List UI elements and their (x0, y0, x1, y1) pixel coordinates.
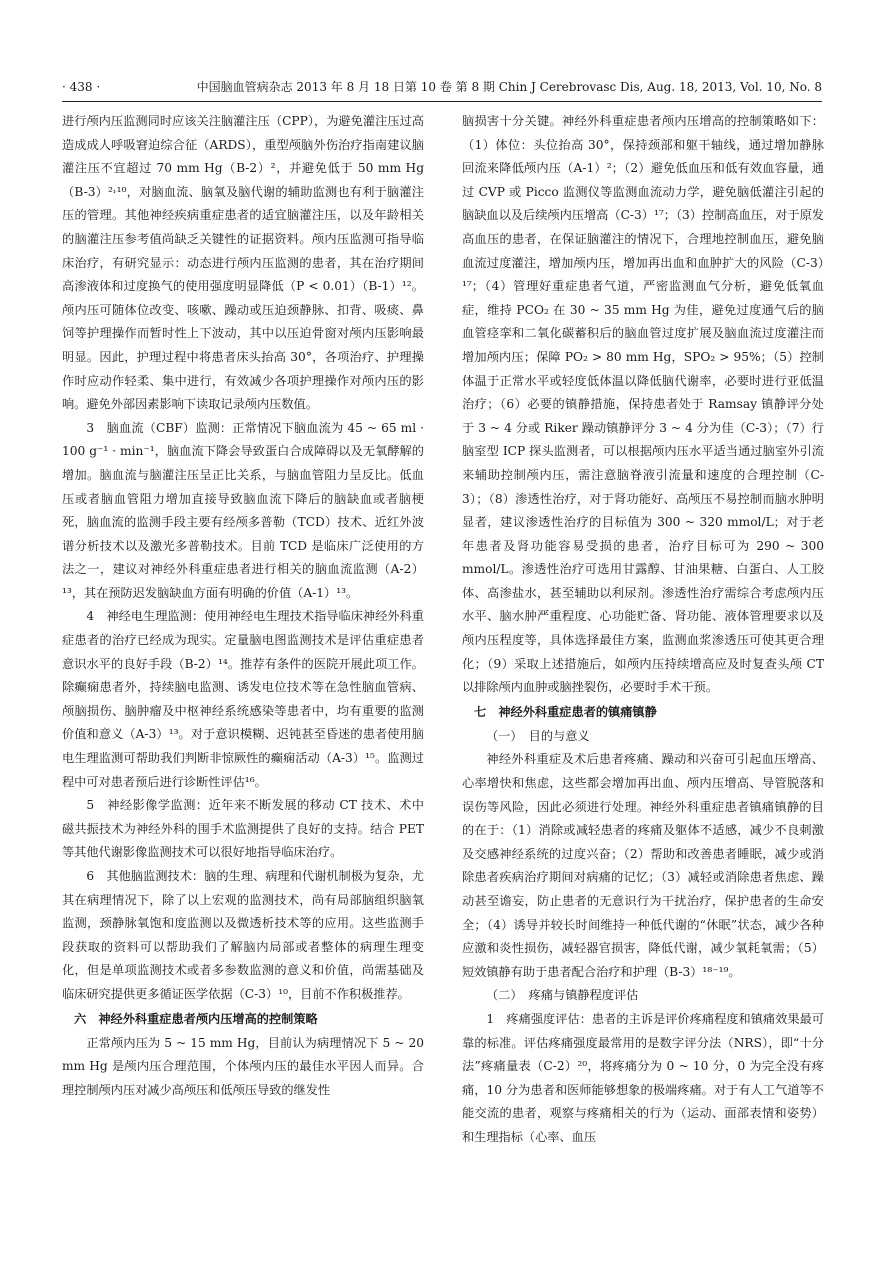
paragraph-cbf-monitoring: 3 脑血流（CBF）监测：正常情况下脑血流为 45 ~ 65 ml · 100 g⁻¹ · min⁻¹，脑血流下降会导致蛋白合成障碍以及无氧酵解的增加。脑血流与脑灌注压呈正比关系，与脑血管阻力呈反比。低血压或者脑血管阻力增加直接导致脑血流下降后的脑缺血或者脑梗死，脑血流的监测手段主要有经颅多普勒（TCD）技术、近红外波谱分析技术以及激光多普勒技术。目前 TCD 是临床广泛使用的方法之一，建议对神经外科重症患者进行相关的脑血流监测（A-2）¹³，其在预防迟发脑缺血方面有明确的价值（A-1）¹³。 (62, 420, 424, 600)
right-column (462, 110, 824, 1150)
journal-running-title: 中国脑血管病杂志 2013 年 8 月 18 日第 10 卷 第 8 期 Chin J Cerebrovasc Dis, Aug. 18, 2013, Vol. 10, No. 8 (196, 80, 822, 94)
running-header (62, 76, 822, 98)
subsection-heading-purpose: （一） 目的与意义 (486, 728, 590, 743)
paragraph-icp-range: 正常颅内压为 5 ~ 15 mm Hg，目前认为病理情况下 5 ~ 20 mm Hg 是颅内压合理范围，个体颅内压的最佳水平因人而异。合理控制颅内压对减少高颅压和低颅压导致的继发性 (62, 1035, 424, 1097)
paragraph-neuroelectrophysiology: 4 神经电生理监测：使用神经电生理技术指导临床神经外科重症患者的治疗已经成为现实。定量脑电图监测技术是评估重症患者意识水平的良好手段（B-2）¹⁴。推荐有条件的医院开展此项工作。除癫痫患者外，持续脑电监测、诱发电位技术等在急性脑血管病、颅脑损伤、脑肿瘤及中枢神经系统感染等患者中，均有重要的监测价值和意义（A-3）¹³。对于意识模糊、迟钝甚至昏迷的患者使用脑电生理监测可帮助我们判断非惊厥性的癫痫活动（A-3）¹⁵。监测过程中可对患者预后进行诊断性评估¹⁶。 (62, 609, 424, 789)
paragraph-icp-control-strategy: 脑损害十分关键。神经外科重症患者颅内压增高的控制策略如下：（1）体位：头位抬高 30°，保持颈部和躯干轴线，通过增加静脉回流来降低颅内压（A-1）²；（2）避免低血压和低有效血容量，通过 CVP 或 Picco 监测仪等监测血流动力学，避免脑低灌注引起的脑缺血以及后续颅内压增高（C-3）¹⁷；（3）控制高血压，对于原发高血压的患者，在保证脑灌注的情况下，合理地控制血压，避免脑血流过度灌注，增加颅内压，增加再出血和血肿扩大的风险（C-3）¹⁷；（4）管理好重症患者气道，严密监测血气分析，避免低氧血症，维持 PCO₂ 在 30 ~ 35 mm Hg 为佳，避免过度通气后的脑血管痉挛和二氧化碳蓄积后的脑血管过度扩展及脑血流过度灌注而增加颅内压；保障 PO₂ > 80 mm Hg，SPO₂ > 95%；（5）控制体温于正常水平或轻度低体温以降低脑代谢率，必要时进行亚低温治疗；（6）必要的镇静措施，保持患者处于 Ramsay 镇静评分处于 3 ~ 4 分或 Riker 躁动镇静评分 3 ~ 4 分为佳（C-3）；（7）行脑室型 ICP 探头监测者，可以根据颅内压水平适当通过脑室外引流来辅助控制颅内压，需注意脑脊液引流量和速度的合理控制（C-3）；（8）渗透性治疗，对于肾功能好、高颅压不易控制而脑水肿明显者，建议渗透性治疗的目标值为 300 ~ 320 mmol/L；对于老年患者及肾功能容易受损的患者，治疗目标可为 290 ~ 300 mmol/L。渗透性治疗可选用甘露醇、甘油果糖、白蛋白、人工胶体、高渗盐水，甚至辅助以利尿剂。渗透性治疗需综合考虑颅内压水平、脑水肿严重程度、心功能贮备、肾功能、液体管理要求以及颅内压程度等，具体选择最佳方案，监测血浆渗透压可使其更合理化；（9）采取上述措施后，如颅内压持续增高应及时复查头颅 CT 以排除颅内血肿或脑挫裂伤，必要时手术干预。 (462, 114, 824, 695)
section-heading-seven: 七 神经外科重症患者的镇痛镇静 (474, 704, 657, 719)
left-column (62, 110, 424, 1102)
subsection-heading-assessment: （二） 疼痛与镇静程度评估 (486, 988, 639, 1003)
paragraph-sedation-purpose: 神经外科重症及术后患者疼痛、躁动和兴奋可引起血压增高、心率增快和焦虑，这些都会增加再出血、颅内压增高、导管脱落和误伤等风险，因此必须进行处理。神经外科重症患者镇痛镇静的目的在于：（1）消除或减轻患者的疼痛及躯体不适感，减少不良刺激及交感神经系统的过度兴奋；（2）帮助和改善患者睡眠，减少或消除患者疾病治疗期间对病痛的记忆；（3）减轻或消除患者焦虑、躁动甚至谵妄，防止患者的无意识行为干扰治疗，保护患者的生命安全；（4）诱导并较长时间维持一种低代谢的“休眠”状态，减少各种应激和炎性损伤，减轻器官损害，降低代谢，减少氧耗氧需；（5）短效镇静有助于患者配合治疗和护理（B-3）¹⁸⁻¹⁹。 (462, 752, 824, 979)
paragraph-neuroimaging: 5 神经影像学监测：近年来不断发展的移动 CT 技术、术中磁共振技术为神经外科的围手术监测提供了良好的支持。结合 PET 等其他代谢影像监测技术可以很好地指导临床治疗。 (62, 798, 424, 860)
page-number: · 438 · (62, 80, 101, 94)
paragraph-other-monitoring: 6 其他脑监测技术：脑的生理、病理和代谢机制极为复杂，尤其在病理情况下，除了以上宏观的监测技术，尚有局部脑组织脑氧监测，颈静脉氧饱和度监测以及微透析技术等的应用。这些监测手段获取的资料可以帮助我们了解脑内局部或者整体的病理生理变化，但是单项监测技术或者多参数监测的意义和价值，尚需基础及临床研究提供更多循证医学依据（C-3）¹⁰，目前不作积极推荐。 (62, 869, 424, 1001)
paragraph-cpp: 进行颅内压监测同时应该关注脑灌注压（CPP），为避免灌注压过高造成成人呼吸窘迫综合征（ARDS），重型颅脑外伤治疗指南建议脑灌注压不宜超过 70 mm Hg（B-2）²，并避免低于 50 mm Hg（B-3）²˒¹⁰，对脑血流、脑氧及脑代谢的辅助监测也有利于脑灌注压的管理。其他神经疾病重症患者的适宜脑灌注压，以及年龄相关的脑灌注压参考值尚缺乏关键性的证据资料。颅内压监测可指导临床治疗，有研究显示：动态进行颅内压监测的患者，其在治疗期间高渗液体和过度换气的使用强度明显降低（P < 0.01）（B-1）¹²。颅内压可随体位改变、咳嗽、躁动或压迫颈静脉、扣背、吸痰、鼻饲等护理操作而暂时性上下波动，其中以压迫骨窗对颅内压影响最明显。因此，护理过程中将患者床头抬高 30°，各项治疗、护理操作时应动作轻柔、集中进行，有效减少各项护理操作对颅内压的影响。避免外部因素影响下读取记录颅内压数值。 (62, 114, 424, 412)
section-heading-six: 六 神经外科重症患者颅内压增高的控制策略 (74, 1011, 318, 1026)
paragraph-pain-assessment: 1 疼痛强度评估：患者的主诉是评价疼痛程度和镇痛效果最可靠的标准。评估疼痛强度最常用的是数字评分法（NRS），即“十分法”疼痛量表（C-2）²⁰，将疼痛分为 0 ~ 10 分，0 为完全没有疼痛，10 分为患者和医师能够想象的极端疼痛。对于有人工气道等不能交流的患者，观察与疼痛相关的行为（运动、面部表情和姿势）和生理指标（心率、血压 (462, 1011, 824, 1144)
header-rule (62, 101, 822, 102)
